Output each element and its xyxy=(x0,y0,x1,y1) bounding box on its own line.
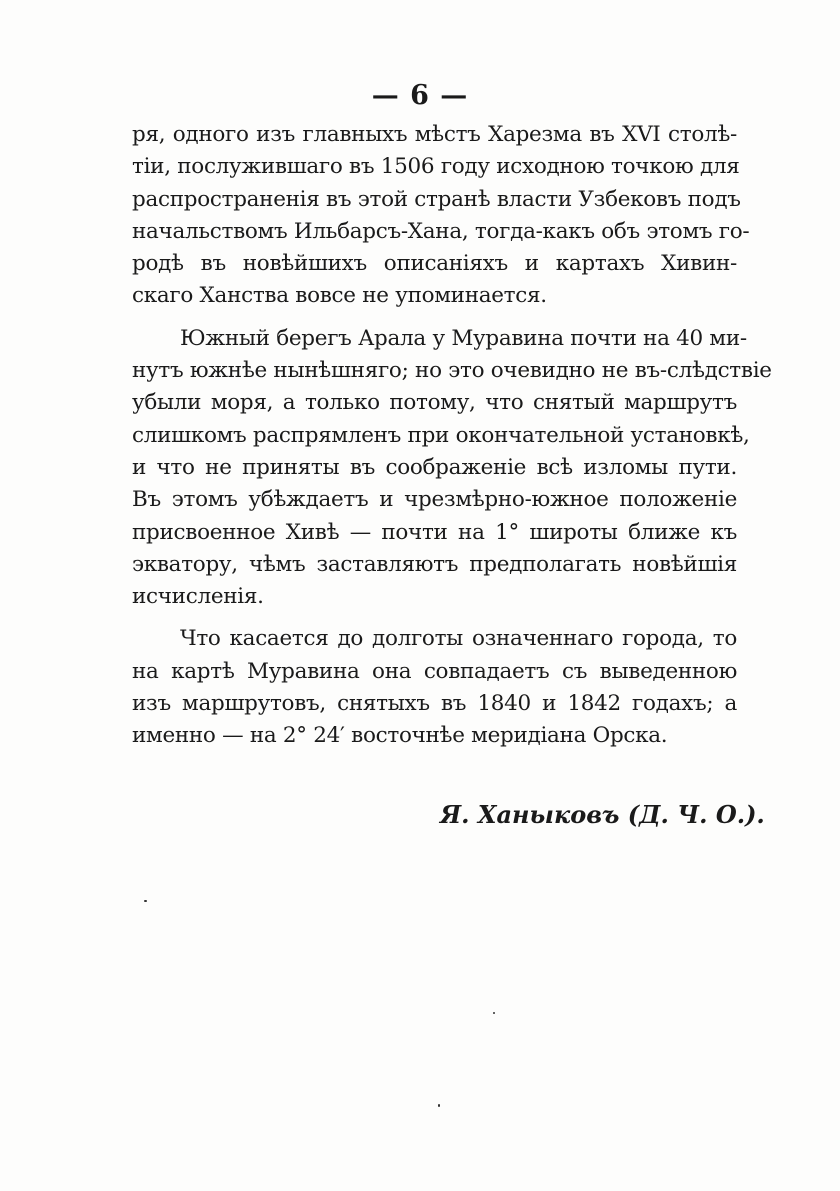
scan-speck xyxy=(144,900,147,902)
text-line: тіи, послужившаго въ 1506 году исходною точкою для xyxy=(132,154,740,180)
text-line: скаго Ханства вовсе не упоминается. xyxy=(132,283,547,309)
paragraph-3 xyxy=(132,623,737,752)
text-line: экватору, чѣмъ заставляютъ предполагать новѣйшія xyxy=(132,551,737,577)
body-text xyxy=(132,119,772,753)
text-line: слишкомъ распрямленъ при окончательной установкѣ, xyxy=(132,422,750,448)
paragraph-1 xyxy=(132,119,750,313)
text-line: Что касается до долготы означеннаго города, то xyxy=(180,626,737,652)
text-line: исчисленія. xyxy=(132,584,264,610)
text-line: Въ этомъ убѣждаетъ и чрезмѣрно-южное положеніе xyxy=(132,487,737,513)
page-number: — 6 — xyxy=(371,80,469,111)
text-line: Южный берегъ Арала у Муравина почти на 40 ми- xyxy=(180,325,747,351)
text-line: нутъ южнѣе нынѣшняго; но это очевидно не въ-слѣдствіе xyxy=(132,358,772,384)
text-line: изъ маршрутовъ, снятыхъ въ 1840 и 1842 годахъ; а xyxy=(132,691,737,717)
text-line: на картѣ Муравина она совпадаетъ съ выведенною xyxy=(132,658,737,684)
author-signature: Я. Ханыковъ (Д. Ч. О.). xyxy=(440,800,765,829)
text-line: родѣ въ новѣйшихъ описаніяхъ и картахъ Хивин- xyxy=(132,251,737,277)
scan-speck xyxy=(493,1012,495,1014)
text-line: начальствомъ Ильбарсъ-Хана, тогда-какъ объ этомъ го- xyxy=(132,218,750,244)
text-line: распространенія въ этой странѣ власти Узбековъ подъ xyxy=(132,186,741,212)
paragraph-2 xyxy=(132,323,772,614)
text-line: ря, одного изъ главныхъ мѣстъ Харезма въ XVI столѣ- xyxy=(132,122,737,147)
text-line: и что не приняты въ соображеніе всѣ изломы пути. xyxy=(132,454,737,480)
scan-speck xyxy=(438,1104,440,1107)
text-line: именно — на 2° 24′ восточнѣе меридіана Орска. xyxy=(132,723,668,749)
text-line: присвоенное Хивѣ — почти на 1° широты ближе къ xyxy=(132,519,737,545)
text-line: убыли моря, а только потому, что снятый маршрутъ xyxy=(132,390,737,416)
